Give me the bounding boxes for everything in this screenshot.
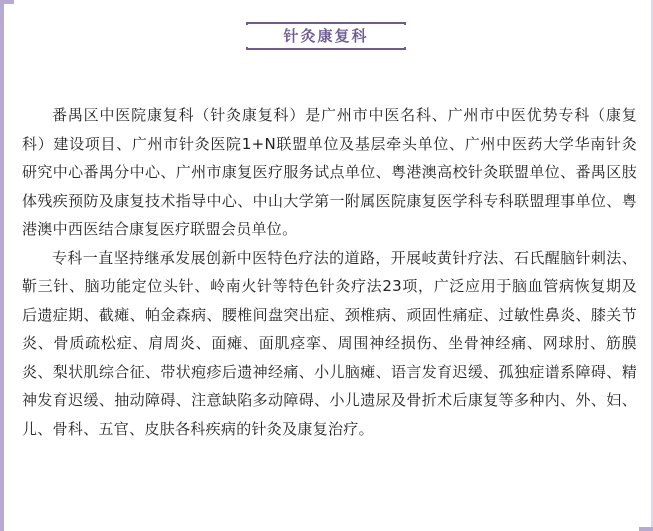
frame-top-corner [0,0,14,4]
article-body [22,101,637,443]
section-title-bracket [246,22,406,50]
frame-bottom-corner [639,527,653,531]
frame-left-bar [0,0,4,531]
paragraph-intro: 番禺区中医院康复科（针灸康复科）是广州市中医名科、广州市中医优势专科（康复科）建设项目、广州市针灸医院1+N联盟单位及基层牵头单位、广州中医药大学华南针灸研究中心番禺分中心、广州市康复医疗服务试点单位、粤港澳高校针灸联盟单位、番禺区肢体残疾预防及康复技术指导中心、中山大学第一附属医院康复医学科专科联盟理事单位、粤港澳中西医结合康复医疗联盟会员单位。 [22,106,637,238]
paragraph-specialties: 专科一直坚持继承发展创新中医特色疗法的道路，开展岐黄针疗法、石氏醒脑针刺法、靳三针、脑功能定位头针、岭南火针等特色针灸疗法23项，广泛应用于脑血管病恢复期及后遗症期、截瘫、帕金森病、腰椎间盘突出症、颈椎病、顽固性痛症、过敏性鼻炎、膝关节炎、骨质疏松症、肩周炎、面瘫、面肌痉挛、周围神经损伤、坐骨神经痛、网球肘、筋膜炎、梨状肌综合征、带状疱疹后遗神经痛、小儿脑瘫、语言发育迟缓、孤独症谱系障碍、精神发育迟缓、抽动障碍、注意缺陷多动障碍、小儿遗尿及骨折术后康复等多种内、外、妇、儿、骨科、五官、皮肤各科疾病的针灸及康复治疗。 [22,248,637,438]
bracket-bottom-line [246,48,406,50]
bracket-top-line [246,22,406,24]
section-title: 针灸康复科 [246,25,406,47]
